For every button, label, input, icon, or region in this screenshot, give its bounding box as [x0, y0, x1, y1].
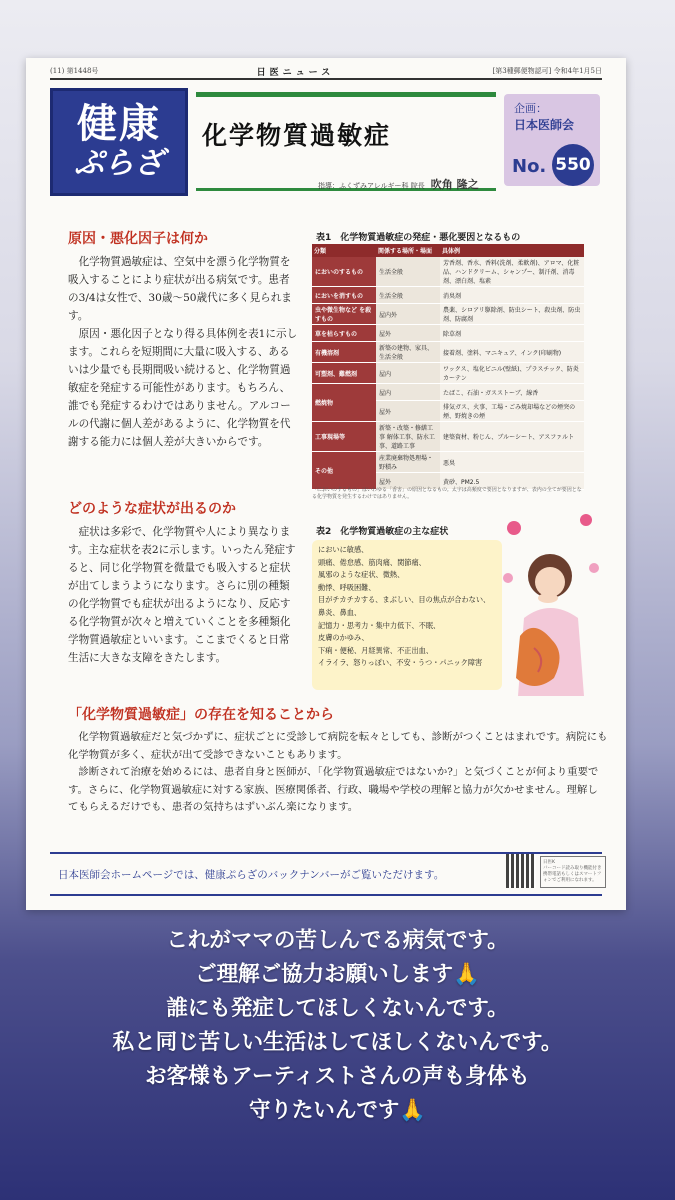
table2-symptom-list: [312, 540, 502, 690]
paragraph: 症状は多彩で、化学物質や人により異なります。主な症状を表2に示します。いったん発症すると、同じ化学物質を微量でも吸入すると症状が出てしまうようになります。さらに別の種類の化学物質でも症状が出るようになり、反応する化学物質が次々と増えていくことを多種類化学物質過敏症といいます。ここまでくると日常生活に大きな支障をきたします。: [68, 526, 296, 664]
table-cell: 悪臭: [440, 452, 584, 473]
symptom-item: 風邪のような症状、微熱、: [318, 570, 405, 580]
newspaper-name: 日医ニュース: [256, 67, 335, 78]
section-symptoms: [68, 498, 298, 667]
table-cell: 黄砂、PM2.5: [440, 473, 584, 490]
paragraph: 化学物質過敏症だと気づかずに、症状ごとに受診して病院を転々としても、診断がつくことはまれです。病院にも化学物質が多く、症状が出て受診できないこともあります。: [68, 731, 608, 761]
table-cell: 排気ガス、火事、工場・ごみ焼却場などの煙突の煙、野焼きの煙: [440, 401, 584, 422]
series-label: 企画：: [514, 102, 547, 115]
table-cell: 屋外: [376, 325, 440, 342]
author-name: 吹角 隆之: [430, 178, 479, 191]
table-cell: 新築の建物、家具、生活全般: [376, 342, 440, 363]
series-number: 550: [552, 144, 594, 186]
table-cell: 生活全般: [376, 257, 440, 287]
table-row: [312, 304, 584, 325]
table-row: [312, 452, 584, 473]
table-row: [312, 422, 584, 452]
issue-number: (11) 第1448号: [50, 67, 99, 75]
qr-label: 日医K: [543, 860, 555, 865]
table-cell: 屋外: [376, 473, 440, 490]
section-heading: 原因・悪化因子は何か: [68, 231, 208, 247]
table-row: [312, 363, 584, 384]
table-cell: 新築・改築・修繕工事 解体工事、防水工事、道路工事: [376, 422, 440, 452]
caption-line: 私と同じ苦しい生活はしてほしくないんです。: [112, 1030, 563, 1055]
table-cell: その他: [312, 452, 376, 490]
symptom-item: 下痢・便秘、月経異常、不正出血、: [318, 645, 434, 655]
table-cell: 建築資材、粉じん、ブルーシート、アスファルト: [440, 422, 584, 452]
table-cell: たばこ、石油・ガスストーブ、線香: [440, 384, 584, 401]
caption-line: お客様もアーティストさんの声も身体も: [145, 1064, 530, 1089]
caption-line: これがママの苦しんでる病気です。: [166, 928, 509, 953]
table-cell: 産業廃棄物処理場・野積み: [376, 452, 440, 473]
symptom-item: 目がチカチカする、まぶしい、目の焦点が合わない、: [318, 595, 491, 605]
symptom-item: においに敏感、: [318, 545, 369, 554]
newspaper-clipping: [26, 58, 626, 910]
column-header: 具体例: [440, 244, 584, 257]
table-cell: 工事現場等: [312, 422, 376, 452]
table1-title: 表1 化学物質過敏症の発症・悪化要因となるもの: [316, 233, 521, 243]
section-heading: 「化学物質過敏症」の存在を知ることから: [68, 707, 334, 723]
table-cell: 有機溶剤: [312, 342, 376, 363]
section-causes: [68, 228, 298, 451]
table-cell: においを消すもの: [312, 287, 376, 304]
table-cell: 屋内: [376, 384, 440, 401]
author-line: [318, 176, 479, 192]
table-cell: 屋内外: [376, 304, 440, 325]
symptom-item: イライラ、怒りっぽい、不安・うつ・パニック障害: [318, 658, 483, 668]
qr-info-box: [540, 856, 606, 888]
caption-line: 守りたいんです🙏: [248, 1098, 427, 1123]
series-organizer: 日本医師会: [514, 118, 575, 132]
footer-text: 日本医師会ホームページでは、健康ぷらざのバックナンバーがご覧いただけます。: [58, 868, 445, 881]
symptom-item: 頭痛、倦怠感、筋肉痛、関節痛、: [318, 557, 426, 567]
table-cell: 虫や微生物など を殺すもの: [312, 304, 376, 325]
symptom-item: 記憶力・思考力・集中力低下、不眠、: [318, 620, 441, 630]
logo-line2: ぷらざ: [74, 146, 164, 181]
symptom-item: 鼻炎、鼻血、: [318, 607, 362, 617]
section-awareness: [68, 704, 608, 817]
story-caption: [0, 924, 675, 1128]
section-heading: どのような症状が出るのか: [68, 501, 236, 517]
table-cell: 芳香剤、香水、香料(洗剤、柔軟剤)、アロマ、化粧品、ハンドクリーム、シャンプー、制汗剤、消毒剤、漂白剤、塩素: [440, 257, 584, 287]
table-cell: 接着剤、塗料、マニキュア、インク(印刷物): [440, 342, 584, 363]
table-cell: 可塑剤、難燃剤: [312, 363, 376, 384]
caption-line: ご理解ご協力お願いします🙏: [195, 962, 480, 987]
paragraph: 化学物質過敏症は、空気中を漂う化学物質を吸入することにより症状が出る病気です。患者の3/4は女性で、30歳〜50歳代に多く見られます。: [68, 256, 292, 322]
series-no-label: No.: [512, 156, 547, 177]
table1: [312, 244, 584, 490]
table-row: [312, 325, 584, 342]
table-row: [312, 384, 584, 401]
caption-line: 誰にも発症してほしくないんです。: [166, 996, 509, 1021]
table-cell: 生活全般: [376, 287, 440, 304]
table-cell: 草を枯らすもの: [312, 325, 376, 342]
series-badge: [504, 94, 600, 186]
table-cell: においのするもの: [312, 257, 376, 287]
table-cell: 除草剤: [440, 325, 584, 342]
author-prefix: 指導：ふくずみアレルギー科 院長: [318, 182, 425, 190]
table-row: [312, 257, 584, 287]
table-cell: 消臭剤: [440, 287, 584, 304]
table-cell: 燃焼物: [312, 384, 376, 422]
symptom-item: 動悸、呼吸困難、: [318, 582, 376, 592]
article-title: 化学物質過敏症: [202, 121, 392, 150]
table-row: [312, 287, 584, 304]
column-header: 分類: [312, 244, 376, 257]
paragraph: 原因・悪化因子となり得る具体例を表1に示します。これらを短期間に大量に吸入する、あるいは少量でも長期間吸い続けると、化学物質過敏症を発症する可能性があります。もちろん、誰でも発症するわけではありません。アルコールの代謝に個人差があるように、化学物質を代謝する能力には個人差が大きいからです。: [68, 328, 298, 448]
logo-line1: 健康: [77, 101, 161, 147]
qr-code-icon: [506, 854, 536, 888]
woman-illustration: [494, 508, 606, 696]
masthead: [50, 64, 602, 80]
kenko-plaza-logo: [50, 88, 188, 196]
qr-note: バーコード読み取り機能付き携帯電話もしくはスマートフォンでご利用になれます。: [543, 866, 602, 883]
issue-date: [第3種郵便物認可] 令和4年1月5日: [492, 67, 602, 75]
column-header: 関係する場所・場面: [376, 244, 440, 257]
table-cell: 屋内: [376, 363, 440, 384]
paragraph: 診断されて治療を始めるには、患者自身と医師が、「化学物質過敏症ではないか?」と気づくことが何より重要です。さらに、化学物質過敏症に対する家族、医療関係者、行政、職場や学校の理解と協力が欠かせません。理解してもらえるだけでも、患者の気持ちはずいぶん楽になります。: [68, 766, 599, 813]
symptom-item: 皮膚のかゆみ、: [318, 633, 369, 643]
table-header-row: [312, 244, 584, 257]
table2-title: 表2 化学物質過敏症の主な症状: [316, 527, 449, 537]
table-cell: ワックス、塩化ビニル(壁紙)、プラスチック、防炎カーテン: [440, 363, 584, 384]
title-rule-top: [196, 92, 496, 97]
table-cell: 農薬、シロアリ駆除剤、防虫シート、殺虫剤、防虫剤、防腐剤: [440, 304, 584, 325]
table1-note: 「においのするもの」はいわゆる「香害」の原因となるもの。太字は高頻度で要因となりますが、表内の全てが要因となる化学物質を発生するわけではありません。: [312, 487, 582, 500]
table-cell: 屋外: [376, 401, 440, 422]
table-row: [312, 342, 584, 363]
